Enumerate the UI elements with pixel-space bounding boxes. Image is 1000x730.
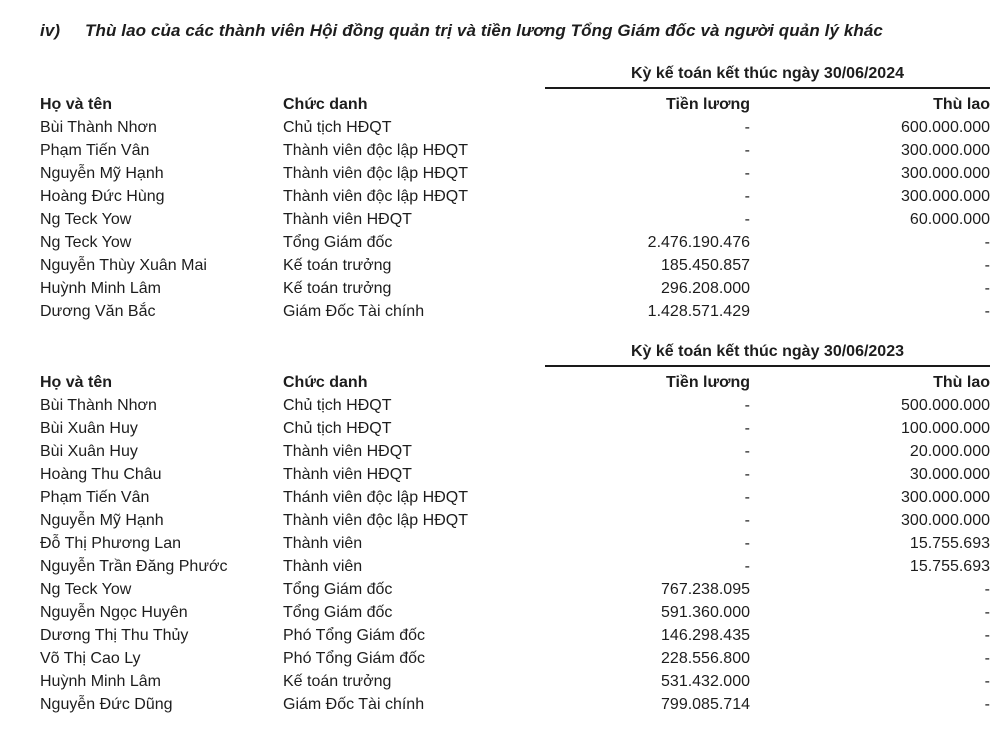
remuneration-cell: - <box>984 604 990 621</box>
table-row <box>40 601 990 624</box>
salary-cell: - <box>744 443 750 460</box>
column-header-remuneration: Thù lao <box>933 374 990 391</box>
position-cell: Phó Tổng Giám đốc <box>283 650 426 667</box>
table-row <box>40 509 990 532</box>
column-header-position: Chức danh <box>283 374 368 391</box>
name-cell: Hoàng Đức Hùng <box>40 188 165 205</box>
position-cell: Giám Đốc Tài chính <box>283 696 425 713</box>
remuneration-cell: 500.000.000 <box>901 397 990 414</box>
remuneration-cell: 100.000.000 <box>901 420 990 437</box>
salary-cell: 185.450.857 <box>661 257 750 274</box>
name-cell: Huỳnh Minh Lâm <box>40 280 161 297</box>
name-cell: Nguyễn Mỹ Hạnh <box>40 165 164 182</box>
salary-cell: - <box>744 119 750 136</box>
column-header-name: Họ và tên <box>40 96 113 113</box>
name-cell: Phạm Tiến Vân <box>40 142 150 159</box>
column-header-remuneration: Thù lao <box>933 96 990 113</box>
column-header-row <box>40 93 990 116</box>
position-cell: Chủ tịch HĐQT <box>283 119 392 136</box>
position-cell: Thành viên độc lập HĐQT <box>283 142 468 159</box>
table-row <box>40 300 990 323</box>
remuneration-cell: 300.000.000 <box>901 142 990 159</box>
name-cell: Võ Thị Cao Ly <box>40 650 141 667</box>
name-cell: Nguyễn Ngọc Huyên <box>40 604 188 621</box>
salary-cell: - <box>744 188 750 205</box>
salary-cell: 767.238.095 <box>661 581 750 598</box>
table-row <box>40 440 990 463</box>
position-cell: Phó Tổng Giám đốc <box>283 627 426 644</box>
table-row <box>40 394 990 417</box>
remuneration-cell: 15.755.693 <box>909 558 990 575</box>
salary-cell: - <box>744 512 750 529</box>
name-cell: Bùi Thành Nhơn <box>40 397 157 414</box>
table-row <box>40 647 990 670</box>
remuneration-cell: - <box>984 303 990 320</box>
name-cell: Nguyễn Thùy Xuân Mai <box>40 257 207 274</box>
remuneration-cell: - <box>984 673 990 690</box>
name-cell: Bùi Thành Nhơn <box>40 119 157 136</box>
name-cell: Dương Văn Bắc <box>40 303 156 320</box>
table-row <box>40 254 990 277</box>
remuneration-cell: 300.000.000 <box>901 489 990 506</box>
section-title-text: Thù lao của các thành viên Hội đồng quản trị và tiền lương Tổng Giám đốc và người quản lý khác <box>85 21 883 40</box>
table-row <box>40 185 990 208</box>
remuneration-cell: 300.000.000 <box>901 165 990 182</box>
name-cell: Phạm Tiến Vân <box>40 489 150 506</box>
salary-cell: - <box>744 535 750 552</box>
salary-cell: 1.428.571.429 <box>647 303 750 320</box>
remuneration-cell: 300.000.000 <box>901 188 990 205</box>
name-cell: Bùi Xuân Huy <box>40 420 138 437</box>
remuneration-cell: 300.000.000 <box>901 512 990 529</box>
salary-cell: - <box>744 489 750 506</box>
column-header-row <box>40 371 990 394</box>
salary-cell: 296.208.000 <box>661 280 750 297</box>
name-cell: Nguyễn Mỹ Hạnh <box>40 512 164 529</box>
name-cell: Ng Teck Yow <box>40 211 132 228</box>
salary-cell: - <box>744 142 750 159</box>
table-row <box>40 555 990 578</box>
position-cell: Thành viên HĐQT <box>283 211 412 228</box>
position-cell: Giám Đốc Tài chính <box>283 303 425 320</box>
salary-cell: - <box>744 420 750 437</box>
remuneration-cell: - <box>984 696 990 713</box>
position-cell: Thành viên HĐQT <box>283 443 412 460</box>
table-row <box>40 670 990 693</box>
remuneration-cell: 60.000.000 <box>909 211 990 228</box>
period-header-2024: Kỳ kế toán kết thúc ngày 30/06/2024 <box>545 64 990 89</box>
position-cell: Thành viên <box>283 535 363 552</box>
table-row <box>40 578 990 601</box>
position-cell: Kế toán trưởng <box>283 673 392 690</box>
salary-cell: 2.476.190.476 <box>647 234 750 251</box>
column-header-position: Chức danh <box>283 96 368 113</box>
remuneration-cell: - <box>984 257 990 274</box>
name-cell: Hoàng Thu Châu <box>40 466 162 483</box>
table-row <box>40 116 990 139</box>
remuneration-table-2024 <box>40 64 990 323</box>
table-row <box>40 532 990 555</box>
table-row <box>40 417 990 440</box>
section-title <box>40 20 990 41</box>
position-cell: Tổng Giám đốc <box>283 604 393 621</box>
name-cell: Nguyễn Đức Dũng <box>40 696 173 713</box>
salary-cell: 531.432.000 <box>661 673 750 690</box>
remuneration-cell: - <box>984 234 990 251</box>
position-cell: Tổng Giám đốc <box>283 581 393 598</box>
name-cell: Ng Teck Yow <box>40 234 132 251</box>
salary-cell: 799.085.714 <box>661 696 750 713</box>
position-cell: Thành viên HĐQT <box>283 466 412 483</box>
position-cell: Thánh viên độc lập HĐQT <box>283 489 468 506</box>
position-cell: Thành viên độc lập HĐQT <box>283 512 468 529</box>
position-cell: Thành viên <box>283 558 363 575</box>
salary-cell: 591.360.000 <box>661 604 750 621</box>
period-header-2023: Kỳ kế toán kết thúc ngày 30/06/2023 <box>545 342 990 367</box>
remuneration-cell: 15.755.693 <box>909 535 990 552</box>
position-cell: Thành viên độc lập HĐQT <box>283 188 468 205</box>
remuneration-cell: 20.000.000 <box>909 443 990 460</box>
remuneration-cell: - <box>984 280 990 297</box>
section-marker: iv) <box>40 21 61 40</box>
remuneration-table-2023 <box>40 342 990 716</box>
table-row <box>40 162 990 185</box>
table-row <box>40 463 990 486</box>
salary-cell: 228.556.800 <box>661 650 750 667</box>
name-cell: Nguyễn Trần Đăng Phước <box>40 558 228 575</box>
name-cell: Ng Teck Yow <box>40 581 132 598</box>
remuneration-cell: 30.000.000 <box>909 466 990 483</box>
salary-cell: - <box>744 211 750 228</box>
salary-cell: - <box>744 558 750 575</box>
table-row <box>40 208 990 231</box>
position-cell: Tổng Giám đốc <box>283 234 393 251</box>
position-cell: Chủ tịch HĐQT <box>283 397 392 414</box>
position-cell: Kế toán trưởng <box>283 280 392 297</box>
name-cell: Đỗ Thị Phương Lan <box>40 535 181 552</box>
table-row <box>40 139 990 162</box>
name-cell: Dương Thị Thu Thủy <box>40 627 189 644</box>
position-cell: Chủ tịch HĐQT <box>283 420 392 437</box>
salary-cell: - <box>744 165 750 182</box>
column-header-salary: Tiền lương <box>666 96 750 113</box>
salary-cell: - <box>744 397 750 414</box>
table-row <box>40 693 990 716</box>
column-header-name: Họ và tên <box>40 374 113 391</box>
position-cell: Kế toán trưởng <box>283 257 392 274</box>
name-cell: Huỳnh Minh Lâm <box>40 673 161 690</box>
table-row <box>40 277 990 300</box>
table-row <box>40 486 990 509</box>
position-cell: Thành viên độc lập HĐQT <box>283 165 468 182</box>
table-row <box>40 624 990 647</box>
salary-cell: - <box>744 466 750 483</box>
name-cell: Bùi Xuân Huy <box>40 443 138 460</box>
table-row <box>40 231 990 254</box>
remuneration-cell: 600.000.000 <box>901 119 990 136</box>
remuneration-cell: - <box>984 627 990 644</box>
remuneration-cell: - <box>984 650 990 667</box>
salary-cell: 146.298.435 <box>661 627 750 644</box>
column-header-salary: Tiền lương <box>666 374 750 391</box>
remuneration-cell: - <box>984 581 990 598</box>
